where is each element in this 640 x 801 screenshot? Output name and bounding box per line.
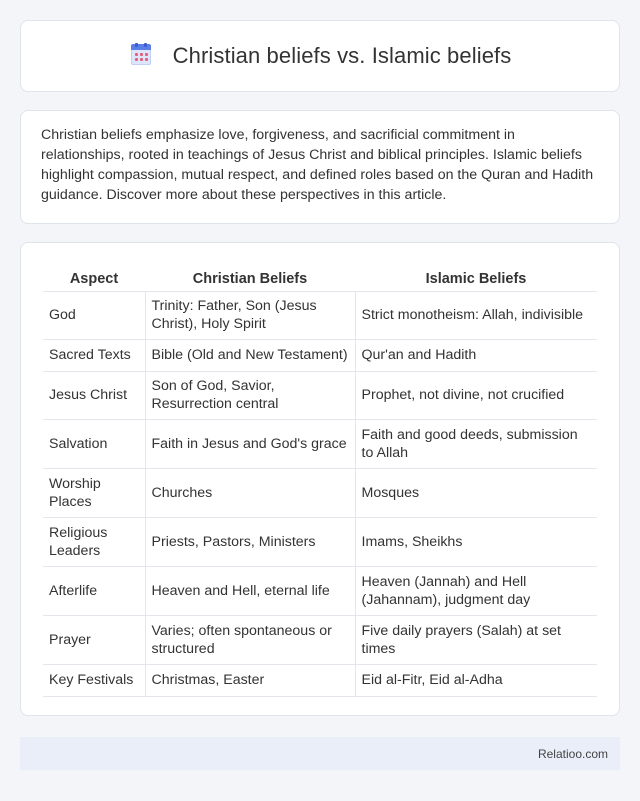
islamic-cell: Qur'an and Hadith [355,339,597,371]
aspect-cell: Sacred Texts [43,339,145,371]
title-wrap [129,43,512,69]
christian-cell: Heaven and Hell, eternal life [145,566,355,615]
intro-card [20,110,620,224]
islamic-cell: Faith and good deeds, submission to Allah [355,419,597,468]
aspect-cell: Jesus Christ [43,371,145,419]
aspect-cell: Key Festivals [43,664,145,696]
header-christian: Christian Beliefs [145,261,355,291]
christian-cell: Priests, Pastors, Ministers [145,517,355,566]
table-header-row [43,261,597,291]
islamic-cell: Eid al-Fitr, Eid al-Adha [355,664,597,696]
christian-cell: Varies; often spontaneous or structured [145,615,355,664]
christian-cell: Son of God, Savior, Resurrection central [145,371,355,419]
islamic-cell: Five daily prayers (Salah) at set times [355,615,597,664]
islamic-cell: Heaven (Jannah) and Hell (Jahannam), judgment day [355,566,597,615]
aspect-cell: Prayer [43,615,145,664]
header-card [20,20,620,92]
header-islamic: Islamic Beliefs [355,261,597,291]
aspect-cell: Salvation [43,419,145,468]
islamic-cell: Prophet, not divine, not crucified [355,371,597,419]
header-aspect: Aspect [43,261,145,291]
christian-cell: Faith in Jesus and God's grace [145,419,355,468]
footer [20,737,620,770]
christian-cell: Churches [145,468,355,517]
table-row [43,468,597,517]
table-row [43,664,597,696]
footer-site-link[interactable]: Relatioo.com [537,746,608,761]
comparison-table-card [20,242,620,716]
aspect-cell: God [43,291,145,339]
table-row [43,339,597,371]
aspect-cell: Worship Places [43,468,145,517]
islamic-cell: Imams, Sheikhs [355,517,597,566]
intro-text: Christian beliefs emphasize love, forgiveness, and sacrificial commitment in relationships, rooted in teachings of Jesus Christ and biblical principles. Islamic beliefs highlight compassion, mutual respect, and defined roles based on the Quran and Hadith guidance. Discover more about these perspectives in this article. [41,127,594,203]
christian-cell: Trinity: Father, Son (Jesus Christ), Holy Spirit [145,291,355,339]
comparison-table [43,261,597,697]
aspect-cell: Afterlife [43,566,145,615]
islamic-cell: Mosques [355,468,597,517]
table-row [43,615,597,664]
table-row [43,566,597,615]
table-row [43,371,597,419]
calendar-icon [129,43,153,69]
table-row [43,419,597,468]
table-row [43,291,597,339]
islamic-cell: Strict monotheism: Allah, indivisible [355,291,597,339]
page-title: Christian beliefs vs. Islamic beliefs [172,43,512,68]
aspect-cell: Religious Leaders [43,517,145,566]
table-row [43,517,597,566]
christian-cell: Bible (Old and New Testament) [145,339,355,371]
christian-cell: Christmas, Easter [145,664,355,696]
